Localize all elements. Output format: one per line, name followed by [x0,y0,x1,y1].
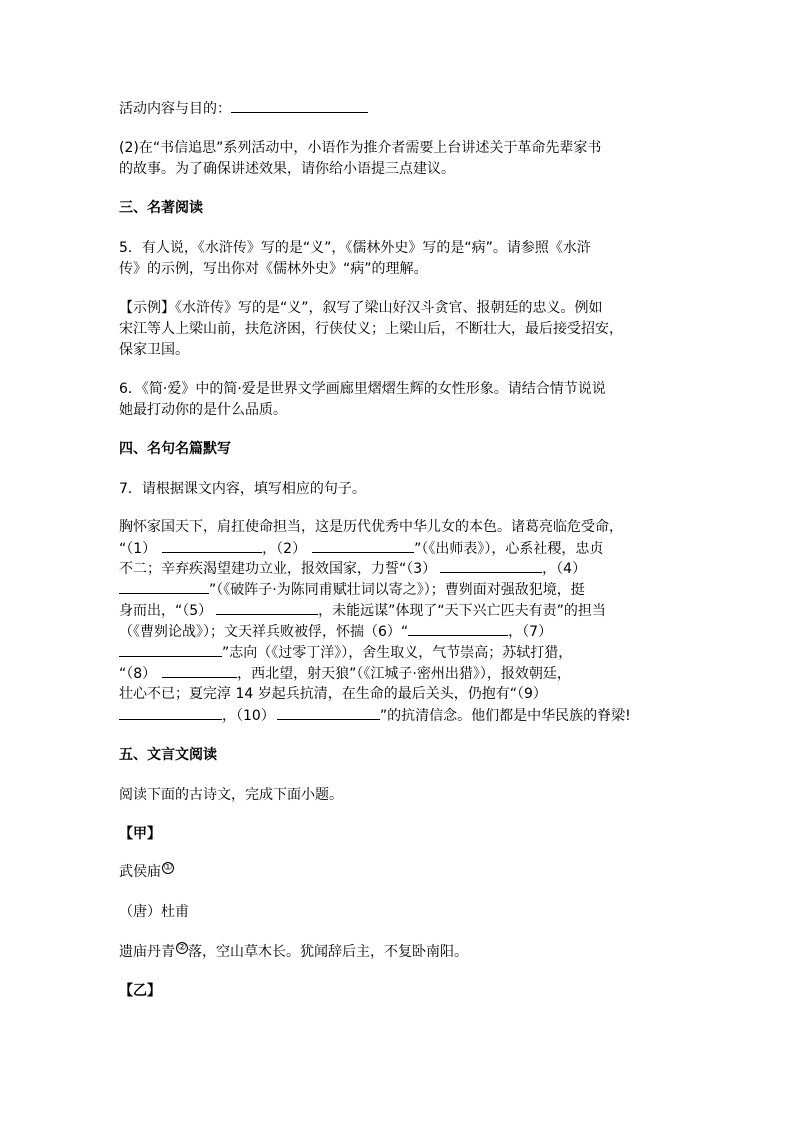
q7-line4-tail: ”（《破阵子·为陈同甫赋壮词以寄之》）；曹刿面对强敌犯境，挺 [209,582,585,598]
poem-title-line [119,862,174,882]
section5-heading: 五、文言文阅读 [119,747,217,763]
q7-blank2-label: ，（2） [262,541,307,557]
q7-line5-head: 身而出，“（5） [119,603,213,619]
q7-answer-blank-8[interactable] [162,663,237,678]
q7-answer-blank-9[interactable] [119,705,222,720]
q5-line2: 传》的示例，写出你对《儒林外史》“病”的理解。 [119,261,428,277]
activity-line [119,98,368,118]
q7-blank10-label: ，（10） [222,708,275,724]
q7-answer-blank-4[interactable] [119,579,209,594]
q7-line10-tail: ”的抗清信念。他们都是中华民族的脊梁! [379,708,631,724]
q7-text-line10 [119,705,631,725]
q7-blank1-label: “（1） [119,541,157,557]
jia-label: 【甲】 [119,826,161,842]
section5-instruction: 阅读下面的古诗文，完成下面小题。 [119,787,343,803]
poem-text-part1: 遗庙丹青 [119,944,175,960]
q7-text-line5 [119,600,606,620]
q7-blank7-label: ，（7） [508,624,553,640]
activity-answer-blank[interactable] [231,98,368,113]
q5-line1: 5．有人说，《水浒传》写的是“义”，《儒林外史》写的是“病”。请参照《水浒 [119,240,591,256]
q7-line8-tail: ，西北望，射天狼”（《江城子·密州出猎》），报效朝廷， [237,666,571,682]
q7-text-line9: 壮心不已；夏完淳 14 岁起兵抗清，在生命的最后关头，仍抱有“（9） [119,686,547,702]
q7-answer-blank-7[interactable] [119,642,222,657]
q4-part2-line1: (2)在“书信追思”系列活动中，小语作为推介者需要上台讲述关于革命先辈家书 [119,140,602,156]
q6-line2: 她最打动你的是什么品质。 [119,402,287,418]
q7-text-line6 [119,621,552,641]
q7-blank4-label: ，（4） [542,561,587,577]
q7-prompt: 7．请根据课文内容，填写相应的句子。 [119,481,366,497]
q7-answer-blank-10[interactable] [277,705,380,720]
q7-text-line1: 胸怀家国天下，肩扛使命担当，这是历代优秀中华儿女的本色。诸葛亮临危受命， [119,519,623,535]
poem-text-footnote-marker: ② [177,942,187,954]
poem-text-line [119,942,468,962]
q7-text-line8 [119,663,571,683]
poem-text-part2: 落，空山草木长。犹闻辞后主，不复卧南阳。 [188,944,468,960]
q4-part2-line2: 的故事。为了确保讲述效果，请你给小语提三点建议。 [119,161,455,177]
q5-example-line1: 【示例】《水浒传》写的是“义”，叙写了梁山好汉斗贪官、报朝廷的忠义。例如 [119,300,603,316]
q7-line6-head: （《曹刿论战》）；文天祥兵败被俘，怀揣（6）“ [119,624,409,640]
q5-example-line3: 保家卫国。 [119,342,189,358]
q7-text-line7 [119,642,572,662]
q5-example-line2: 宋江等人上梁山前，扶危济困，行侠仗义；上梁山后，不断壮大，最后接受招安， [119,321,623,337]
activity-label: 活动内容与目的： [119,101,231,117]
q7-line5-tail: ，未能远谋”体现了“天下兴亡匹夫有责”的担当 [318,603,606,619]
q7-answer-blank-5[interactable] [216,600,318,615]
q7-line7-tail: ”志向（《过零丁洋》），舍生取义，气节崇高；苏轼打猎， [222,645,573,661]
poem-author: （唐）杜甫 [119,904,189,920]
section3-heading: 三、名著阅读 [119,200,203,216]
q7-text-line2 [119,538,603,558]
q7-blank8-label: “（8） [119,666,157,682]
section4-heading: 四、名句名篇默写 [119,441,231,457]
q7-answer-blank-3[interactable] [440,558,542,573]
q7-line2-tail: ”（《出师表》），心系社稷，忠贞 [414,541,604,557]
yi-label: 【乙】 [119,983,161,999]
poem-title: 武侯庙 [119,864,161,880]
q7-text-line3 [119,558,586,578]
q7-answer-blank-2[interactable] [312,538,414,553]
q7-text-line4 [119,579,585,599]
poem-title-footnote-marker: ① [163,862,173,874]
q7-line3-head: 不二；辛弃疾渴望建功立业，报效国家，力誓“（3） [119,561,437,577]
q7-answer-blank-6[interactable] [408,621,508,636]
q6-line1: 6．《简·爱》中的简·爱是世界文学画廊里熠熠生辉的女性形象。请结合情节说说 [119,381,606,397]
q7-answer-blank-1[interactable] [162,538,262,553]
